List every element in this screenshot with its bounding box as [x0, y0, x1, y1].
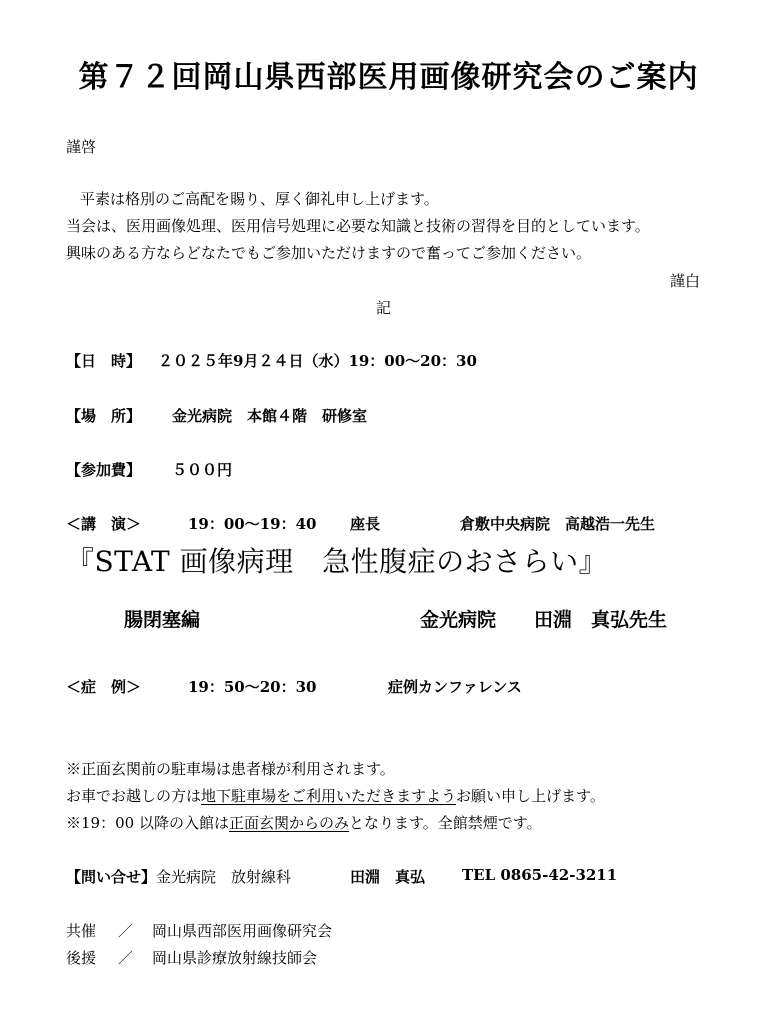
chair-label: 座長: [350, 515, 381, 533]
place-label: 【場 所】: [66, 407, 142, 425]
case-label: ＜症 例＞: [66, 678, 142, 696]
intro-line-1: 平素は格別のご高配を賜り、厚く御礼申し上げます。: [80, 190, 439, 208]
support-value: 岡山県診療放射線技師会: [152, 949, 318, 967]
note-line-2-underlined: 地下駐車場をご利用いただきますよう: [201, 787, 457, 805]
note-line-2-pre: お車でお越しの方は: [66, 787, 202, 805]
closing: 謹白: [670, 272, 701, 290]
note-line-3-pre: ※19：00 以降の入館は: [66, 814, 229, 832]
host-label: 共催: [66, 922, 97, 940]
place-value: 金光病院 本館４階 研修室: [172, 407, 368, 425]
lecture-time: 19：00～19：40: [188, 515, 317, 533]
fee-label: 【参加費】: [66, 461, 142, 479]
contact-tel: TEL 0865-42-3211: [462, 866, 618, 884]
host-separator: ／: [118, 922, 134, 940]
contact-line: [66, 866, 291, 887]
case-time: 19：50～20：30: [188, 678, 317, 696]
lecture-label: ＜講 演＞: [66, 515, 142, 533]
page-title: 第７２回岡山県西部医用画像研究会のご案内: [78, 60, 699, 95]
case-value: 症例カンファレンス: [388, 678, 522, 696]
contact-label: 【問い合せ】: [66, 868, 157, 886]
note-line-3-post: となります。全館禁煙です。: [348, 814, 542, 832]
lecture-speaker: 金光病院 田淵 真弘先生: [420, 609, 668, 631]
lecture-title: 『STAT 画像病理 急性腹症のおさらい』: [66, 545, 608, 578]
note-line-3-underlined: 正面玄関からのみ: [228, 814, 349, 832]
note-line-3: [66, 812, 542, 833]
note-line-1: ※正面玄関前の駐車場は患者様が利用されます。: [66, 760, 395, 778]
intro-line-3: 興味のある方ならどなたでもご参加いただけますので奮ってご参加ください。: [66, 244, 592, 262]
datetime-label: 【日 時】: [66, 352, 142, 370]
datetime-value: ２０２５年9月２４日（水）19：00～20：30: [158, 352, 477, 370]
ki-heading: 記: [376, 299, 392, 317]
intro-line-2: 当会は、医用画像処理、医用信号処理に必要な知識と技術の習得を目的としています。: [66, 217, 650, 235]
support-label: 後援: [66, 949, 97, 967]
chair-value: 倉敷中央病院 高越浩一先生: [460, 515, 656, 533]
note-line-2-post: お願い申し上げます。: [456, 787, 605, 805]
contact-org: 金光病院 放射線科: [156, 868, 292, 886]
host-value: 岡山県西部医用画像研究会: [152, 922, 333, 940]
salutation: 謹啓: [66, 138, 97, 156]
fee-value: ５００円: [172, 461, 233, 479]
lecture-subtitle: 腸閉塞編: [124, 609, 201, 631]
note-line-2: [66, 785, 605, 806]
support-separator: ／: [118, 949, 134, 967]
contact-name: 田淵 真弘: [350, 868, 426, 886]
